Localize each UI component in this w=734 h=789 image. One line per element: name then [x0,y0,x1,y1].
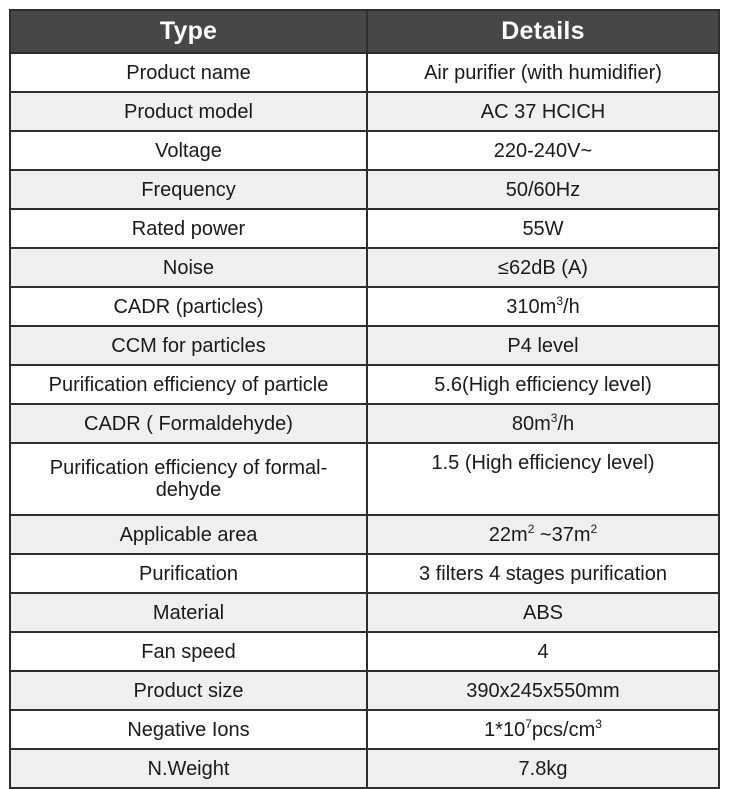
table-row-product-size [10,671,719,710]
cell-details: 4 [367,632,719,671]
value-b: pcs/cm [531,718,596,741]
cell-type [10,443,367,515]
table-row-applicable-area [10,515,719,554]
table-row-cadr-particles [10,287,719,326]
table-row-purification-efficiency-formaldehyde [10,443,719,515]
value-a: 1*10 [484,718,526,741]
cell-details: 220-240V~ [367,131,719,170]
value-base: 80m [511,412,551,435]
header-row [10,10,719,53]
table-row-noise [10,248,719,287]
cell-type: Negative Ions [10,710,367,749]
cell-details [367,404,719,443]
cell-details [367,515,719,554]
cell-details: 7.8kg [367,749,719,788]
table-row-rated-power [10,209,719,248]
value-tail: /h [563,295,580,318]
cell-type: Material [10,593,367,632]
table-row-ccm-particles [10,326,719,365]
table-row-negative-ions [10,710,719,749]
cell-details: 1.5 (High efficiency level) [367,443,719,515]
cell-details: P4 level [367,326,719,365]
table-row-product-model [10,92,719,131]
cell-type: Product size [10,671,367,710]
table-row-purification-efficiency-particle [10,365,719,404]
cell-type: CADR (particles) [10,287,367,326]
cell-details: 3 filters 4 stages purification [367,554,719,593]
table-row-material [10,593,719,632]
value-superscript: 3 [556,293,564,308]
cell-details: 5.6(High efficiency level) [367,365,719,404]
cell-details: Air purifier (with humidifier) [367,53,719,92]
table-row-cadr-formaldehyde [10,404,719,443]
table-row-net-weight [10,749,719,788]
cell-type: Voltage [10,131,367,170]
table-row-purification [10,554,719,593]
cell-type: Product name [10,53,367,92]
type-line-1: Purification efficiency of formal- [49,457,328,479]
type-line-2: dehyde [155,479,222,501]
value-b: ~37m [534,523,591,546]
value-b-superscript: 2 [590,521,598,536]
table-row-fan-speed [10,632,719,671]
cell-type: Frequency [10,170,367,209]
cell-details: 50/60Hz [367,170,719,209]
cell-type: Applicable area [10,515,367,554]
value-base: 310m [506,295,557,318]
header-type: Type [10,10,367,53]
cell-details: ≤62dB (A) [367,248,719,287]
value-tail: /h [557,412,575,435]
value-a: 22m [488,523,528,546]
table-row-frequency [10,170,719,209]
cell-details: AC 37 HCICH [367,92,719,131]
value-a-superscript: 7 [525,716,532,731]
value-superscript: 3 [550,410,558,425]
cell-type: Purification [10,554,367,593]
table-row-product-name [10,53,719,92]
cell-type: Noise [10,248,367,287]
cell-details [367,710,719,749]
cell-type: Rated power [10,209,367,248]
value-b-superscript: 3 [595,716,602,731]
spec-table [9,9,720,789]
value-a-superscript: 2 [527,521,535,536]
cell-type: CCM for particles [10,326,367,365]
cell-details [367,287,719,326]
header-details: Details [367,10,719,53]
cell-type: Product model [10,92,367,131]
cell-details: ABS [367,593,719,632]
cell-type: Purification efficiency of particle [10,365,367,404]
cell-type: N.Weight [10,749,367,788]
cell-details: 55W [367,209,719,248]
table-row-voltage [10,131,719,170]
cell-type: Fan speed [10,632,367,671]
cell-details: 390x245x550mm [367,671,719,710]
cell-type: CADR ( Formaldehyde) [10,404,367,443]
